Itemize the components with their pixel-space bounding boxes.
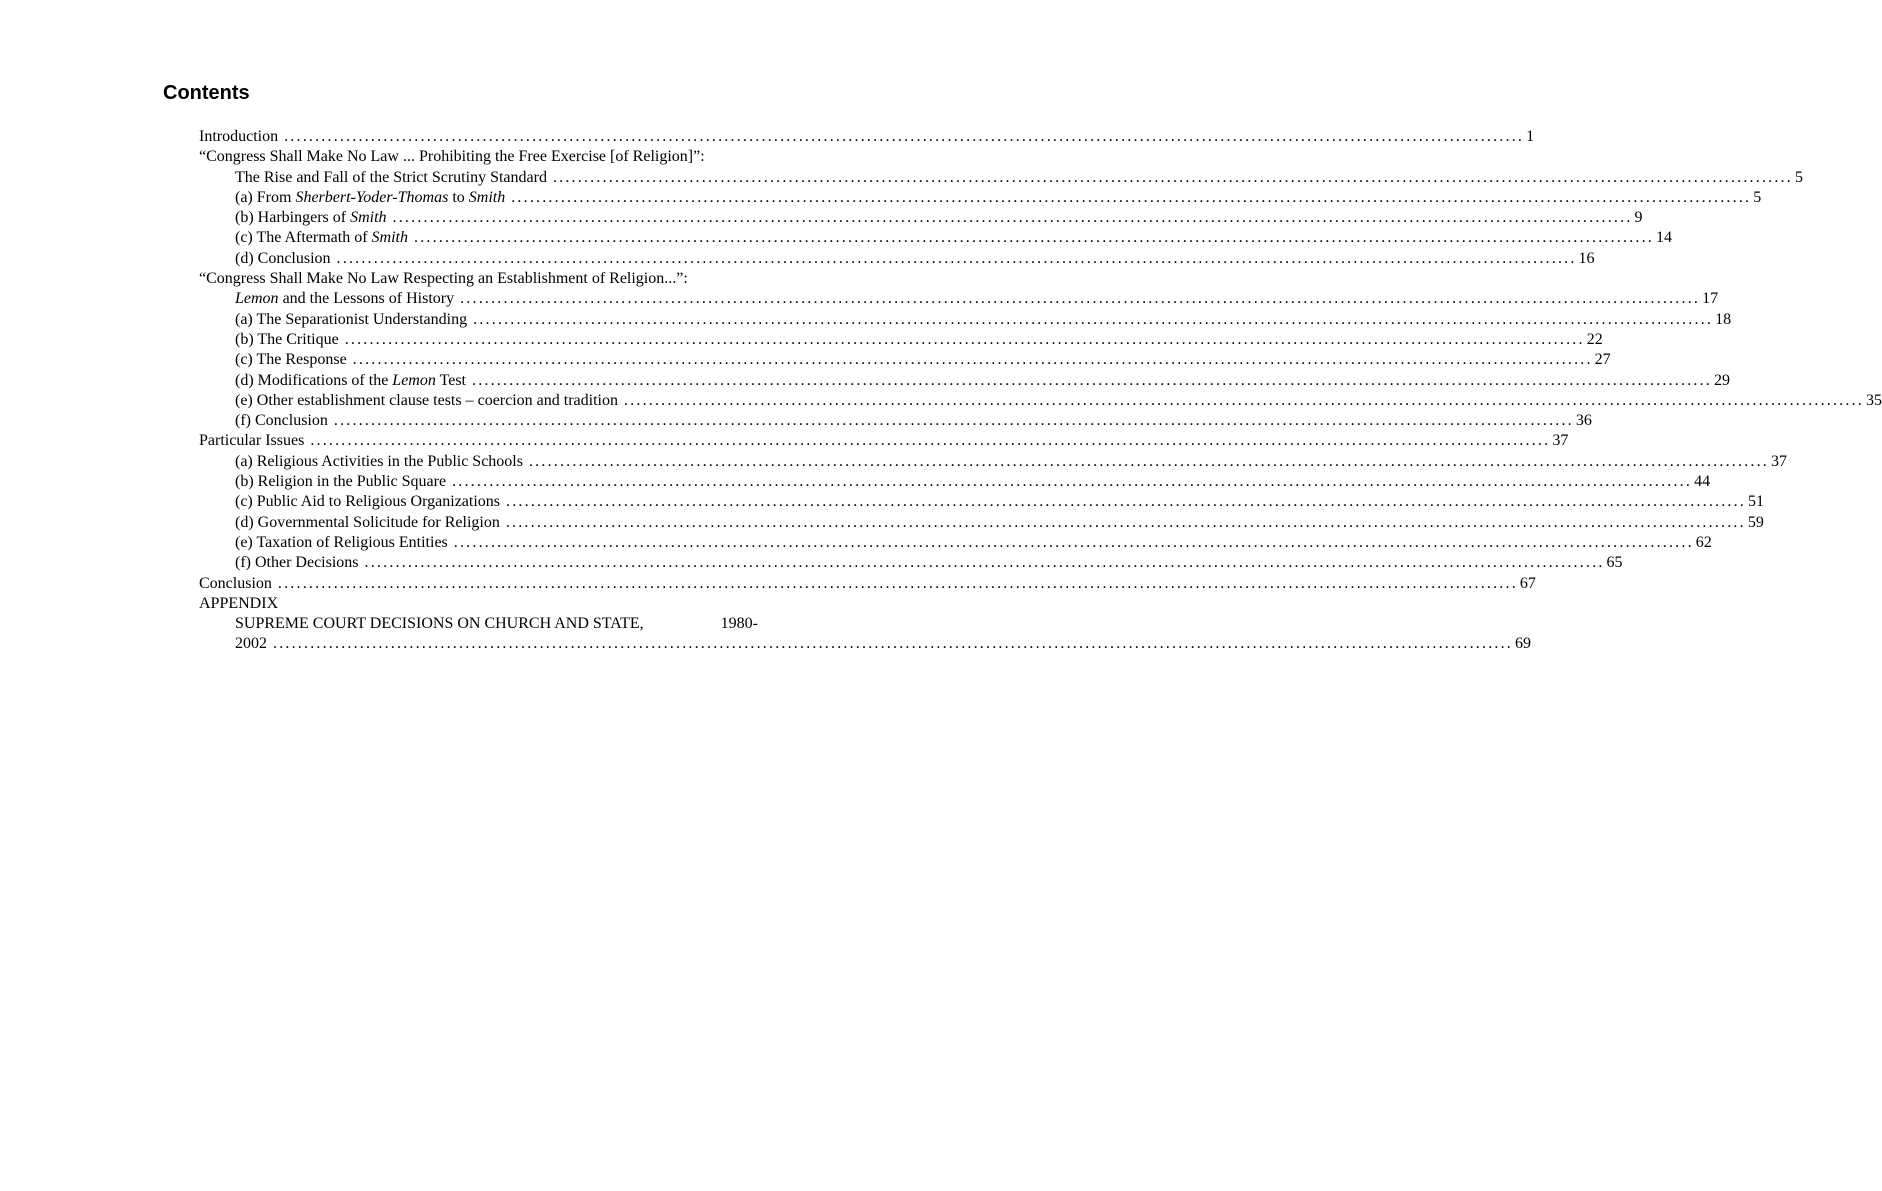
toc-entry-label: (b) Religion in the Public Square (235, 473, 447, 491)
toc-heading-free-exercise[interactable] (199, 147, 758, 167)
toc-page-number: 18 (1715, 310, 1732, 328)
toc-page-number: 17 (1702, 290, 1719, 308)
dot-leader: ........................................................................................................................................................................................................ (460, 290, 1701, 308)
toc-page-number: 44 (1694, 473, 1711, 491)
toc-entry-lemon-history[interactable] (199, 289, 1719, 309)
page-title: Contents (163, 82, 250, 104)
toc-entry-label: Lemon and the Lessons of History (235, 290, 455, 308)
toc-page-number: 62 (1695, 533, 1712, 551)
toc-entry-label: APPENDIX (199, 594, 279, 612)
toc-page-number: 65 (1606, 554, 1623, 572)
table-of-contents (199, 127, 1882, 655)
dot-leader: ........................................................................................................................................................................................................ (552, 168, 1793, 186)
toc-entry-establishment-c[interactable] (199, 350, 1611, 370)
toc-page-number: 16 (1578, 249, 1595, 267)
toc-entry-label: “Congress Shall Make No Law Respecting an Establishment of Religion...”: (199, 270, 688, 288)
toc-heading-establishment[interactable] (199, 269, 758, 289)
toc-entry-label: (f) Conclusion (235, 412, 328, 430)
toc-entry-particular-f[interactable] (199, 553, 1623, 573)
toc-entry-label: (b) The Critique (235, 330, 339, 348)
toc-entry-label: 2002 (235, 635, 267, 653)
dot-leader: ........................................................................................................................................................................................................ (273, 635, 1513, 653)
toc-page-number: 27 (1594, 351, 1611, 369)
dot-leader: ........................................................................................................................................................................................................ (277, 574, 1518, 592)
dot-leader: ........................................................................................................................................................................................................ (344, 330, 1585, 348)
toc-entry-label: Conclusion (199, 574, 272, 592)
toc-entry-label: “Congress Shall Make No Law ... Prohibiting the Free Exercise [of Religion]”: (199, 148, 705, 166)
toc-entry-label-continued: 1980- (720, 615, 758, 633)
dot-leader: ........................................................................................................................................................................................................ (336, 249, 1577, 267)
toc-page-number: 36 (1575, 412, 1592, 430)
toc-entry-appendix-line2[interactable] (199, 634, 1531, 654)
toc-entry-conclusion[interactable] (199, 574, 1536, 594)
dot-leader: ........................................................................................................................................................................................................ (528, 452, 1769, 470)
toc-entry-label: (a) The Separationist Understanding (235, 310, 468, 328)
dot-leader: ........................................................................................................................................................................................................ (414, 229, 1654, 247)
toc-page-number: 5 (1753, 188, 1762, 206)
toc-entry-appendix-line1[interactable] (199, 614, 758, 634)
toc-entry-label: (f) Other Decisions (235, 554, 359, 572)
dot-leader: ........................................................................................................................................................................................................ (284, 128, 1525, 145)
toc-page-number: 69 (1515, 635, 1531, 653)
toc-page-number: 37 (1770, 452, 1787, 470)
dot-leader: ........................................................................................................................................................................................................ (392, 209, 1633, 227)
dot-leader: ........................................................................................................................................................................................................ (310, 432, 1551, 450)
toc-page-number: 67 (1519, 574, 1536, 592)
toc-entry-particular-d[interactable] (199, 513, 1764, 533)
toc-entry-label: (c) Public Aid to Religious Organizations (235, 493, 501, 511)
toc-entry-label: (c) The Response (235, 351, 347, 369)
toc-entry-label: Particular Issues (199, 432, 305, 450)
toc-entry-introduction[interactable] (199, 127, 1535, 147)
dot-leader: ........................................................................................................................................................................................................ (452, 473, 1693, 491)
toc-entry-label: (a) From Sherbert-Yoder-Thomas to Smith (235, 188, 506, 206)
toc-entry-label: The Rise and Fall of the Strict Scrutiny Standard (235, 168, 547, 186)
toc-page-number: 5 (1794, 168, 1803, 186)
toc-page-number: 14 (1656, 229, 1672, 247)
toc-entry-label: SUPREME COURT DECISIONS ON CHURCH AND STATE, (235, 615, 644, 633)
toc-entry-particular-a[interactable] (199, 452, 1787, 472)
toc-entry-establishment-f[interactable] (199, 411, 1592, 431)
toc-entry-establishment-b[interactable] (199, 330, 1603, 350)
toc-entry-free-exercise-a[interactable] (199, 188, 1762, 208)
dot-leader: ........................................................................................................................................................................................................ (352, 351, 1593, 369)
toc-page-number: 29 (1714, 371, 1730, 389)
toc-entry-establishment-d[interactable] (199, 371, 1730, 391)
toc-entry-particular-issues[interactable] (199, 431, 1569, 451)
dot-leader: ........................................................................................................................................................................................................ (623, 391, 1864, 409)
toc-entry-label: Introduction (199, 128, 279, 145)
dot-leader: ........................................................................................................................................................................................................ (506, 493, 1747, 511)
dot-leader: ........................................................................................................................................................................................................ (511, 188, 1752, 206)
toc-page-number: 59 (1747, 513, 1764, 531)
toc-entry-label: (e) Other establishment clause tests – coercion and tradition (235, 391, 618, 409)
toc-entry-label: (e) Taxation of Religious Entities (235, 533, 448, 551)
toc-entry-free-exercise-c[interactable] (199, 228, 1672, 248)
dot-leader: ........................................................................................................................................................................................................ (505, 513, 1746, 531)
toc-entry-establishment-e[interactable] (199, 391, 1882, 411)
toc-page-number: 22 (1586, 330, 1603, 348)
toc-entry-label: (d) Modifications of the Lemon Test (235, 371, 466, 389)
dot-leader: ........................................................................................................................................................................................................ (333, 412, 1574, 430)
dot-leader: ........................................................................................................................................................................................................ (473, 310, 1714, 328)
toc-entry-establishment-a[interactable] (199, 310, 1732, 330)
toc-entry-label: (d) Conclusion (235, 249, 331, 267)
toc-entry-label: (d) Governmental Solicitude for Religion (235, 513, 500, 531)
dot-leader: ........................................................................................................................................................................................................ (472, 371, 1712, 389)
toc-entry-particular-b[interactable] (199, 472, 1711, 492)
toc-entry-strict-scrutiny[interactable] (199, 168, 1803, 188)
toc-entry-particular-e[interactable] (199, 533, 1712, 553)
toc-page-number: 35 (1865, 391, 1882, 409)
dot-leader: ........................................................................................................................................................................................................ (364, 554, 1605, 572)
toc-entry-label: (c) The Aftermath of Smith (235, 229, 408, 247)
toc-entry-label: (a) Religious Activities in the Public Schools (235, 452, 523, 470)
toc-entry-free-exercise-b[interactable] (199, 208, 1643, 228)
dot-leader: ........................................................................................................................................................................................................ (453, 533, 1694, 551)
toc-heading-appendix[interactable] (199, 594, 758, 614)
toc-entry-particular-c[interactable] (199, 492, 1765, 512)
toc-page-number: 37 (1552, 432, 1569, 450)
toc-entry-free-exercise-d[interactable] (199, 249, 1595, 269)
toc-page-number: 1 (1526, 128, 1535, 145)
toc-page-number: 51 (1748, 493, 1765, 511)
toc-entry-label: (b) Harbingers of Smith (235, 209, 387, 227)
toc-page-number: 9 (1634, 209, 1643, 227)
